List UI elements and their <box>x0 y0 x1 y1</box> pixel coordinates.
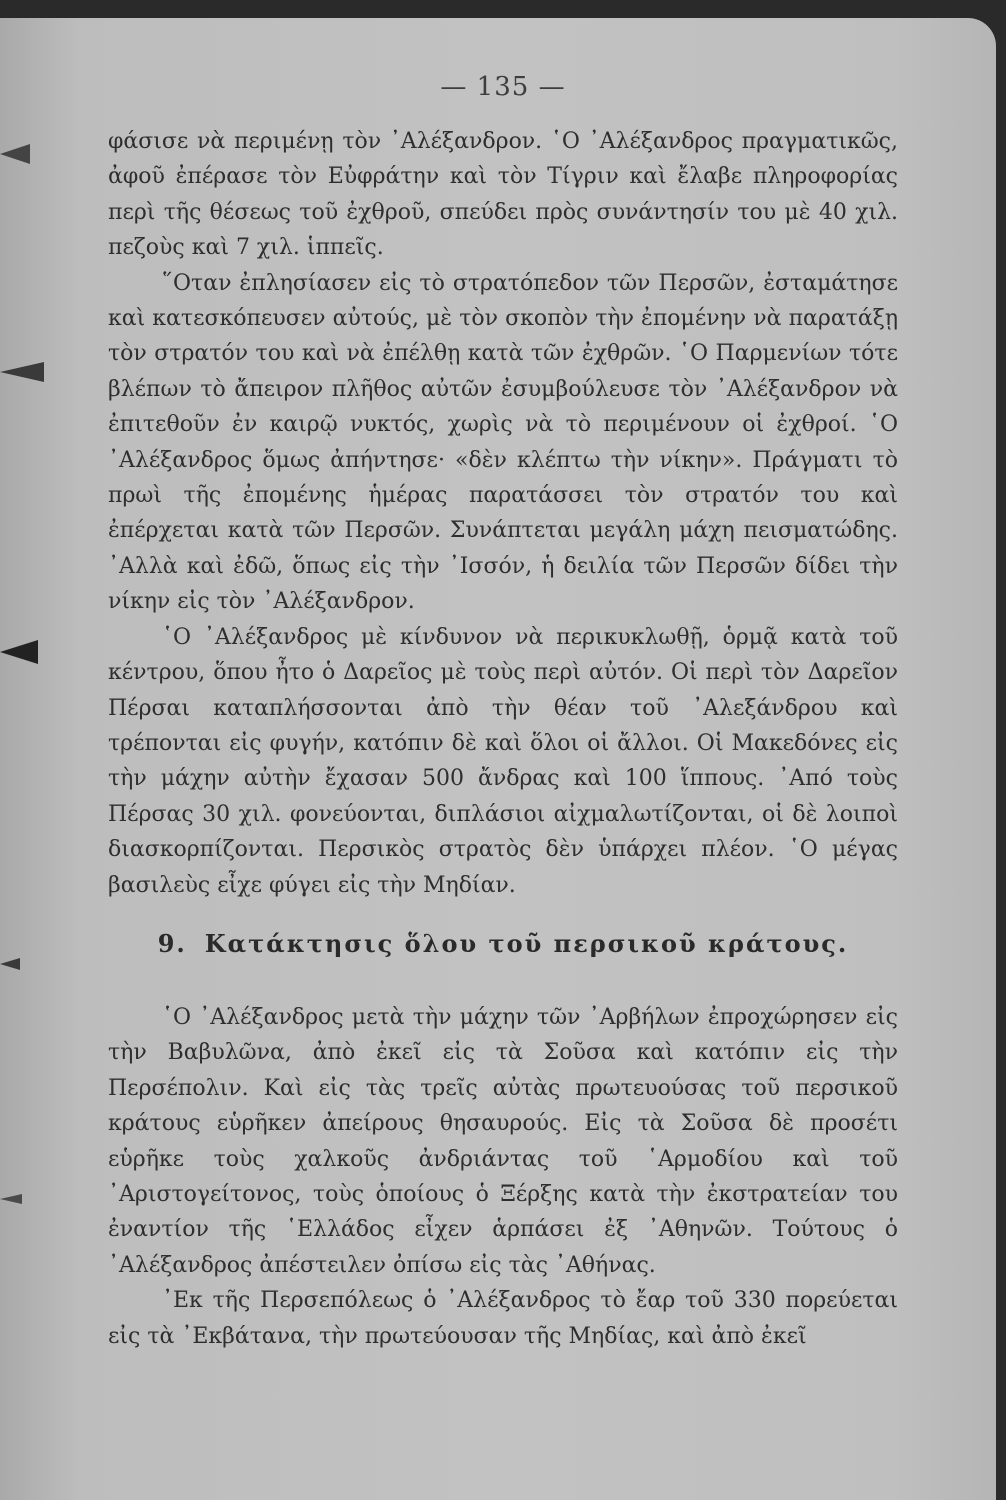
body-text-bottom <box>108 1000 898 1354</box>
binding-mark <box>0 958 20 970</box>
binding-mark <box>0 1194 22 1204</box>
section-heading <box>0 929 1006 958</box>
paragraph: ᾿Εκ τῆς Περσεπόλεως ὁ ᾿Αλέξανδρος τὸ ἔαρ τοῦ 330 πορεύεται εἰς τὰ ᾿Εκβάτανα, τὴν πρωτεύουσαν τῆς Μηδίας, καὶ ἀπὸ ἐκεῖ <box>108 1288 898 1349</box>
paragraph: ῾Ο ᾿Αλέξανδρος μὲ κίνδυνον νὰ περικυκλωθῇ, ὁρμᾷ κατὰ τοῦ κέντρου, ὅπου ἦτο ὁ Δαρεῖος μὲ τοὺς περὶ αὐτόν. Οἱ περὶ τὸν Δαρεῖον Πέρσαι καταπλήσσονται ἀπὸ τὴν θέαν τοῦ ᾿Αλεξάνδρου καὶ τρέπονται εἰς φυγήν, κατόπιν δὲ καὶ ὅλοι οἱ ἄλλοι. Οἱ Μακεδόνες εἰς τὴν μάχην αὐτὴν ἔχασαν 500 ἄνδρας καὶ 100 ἵππους. ᾿Από τοὺς Πέρσας 30 χιλ. φονεύονται, διπλάσιοι αἰχμαλωτίζονται, οἱ δὲ λοιποὶ διασκορπίζονται. Περσικὸς στρατὸς δὲν ὑπάρχει πλέον. ῾Ο μέγας βασιλεὺς εἶχε φύγει εἰς τὴν Μηδίαν. <box>108 624 898 898</box>
binding-mark <box>0 362 44 382</box>
paragraph: ῾Ο ᾿Αλέξανδρος μετὰ τὴν μάχην τῶν ᾿Αρβήλων ἐπροχώρησεν εἰς τὴν Βαβυλῶνα, ἀπὸ ἐκεῖ εἰς τὰ Σοῦσα καὶ κατόπιν εἰς τὴν Περσέπολιν. Καὶ εἰς τὰς τρεῖς αὐτὰς πρωτευούσας τοῦ περσικοῦ κράτους εὑρῆκεν ἀπείρους θησαυρούς. Εἰς τὰ Σοῦσα δὲ προσέτι εὑρῆκε τοὺς χαλκοῦς ἀνδριάντας τοῦ ῾Αρμοδίου καὶ τοῦ ᾿Αριστογείτονος, τοὺς ὁποίους ὁ Ξέρξης κατὰ τὴν ἐκστρατείαν του ἐναντίον τῆς ῾Ελλάδος εἶχεν ἁρπάσει ἐξ ᾿Αθηνῶν. Τούτους ὁ ᾿Αλέξανδρος ἀπέστειλεν ὀπίσω εἰς τὰς ᾿Αθήνας. <box>108 1005 898 1278</box>
paragraph: φάσισε νὰ περιμένῃ τὸν ᾿Αλέξανδρον. ῾Ο ᾿Αλέξανδρος πραγματικῶς, ἀφοῦ ἐπέρασε τὸν Εὐφράτην καὶ τὸν Τίγριν καὶ ἔλαβε πληροφορίας περὶ τῆς θέσεως τοῦ ἐχθροῦ, σπεύδει πρὸς συνάντησίν του μὲ 40 χιλ. πεζοὺς καὶ 7 χιλ. ἱππεῖς. <box>108 129 898 261</box>
page-number: — 135 — <box>440 72 566 102</box>
binding-mark <box>0 144 30 164</box>
paragraph: ῞Οταν ἐπλησίασεν εἰς τὸ στρατόπεδον τῶν Περσῶν, ἐσταμάτησε καὶ κατεσκόπευσεν αὐτούς, μὲ τὸν σκοπὸν τὴν ἐπομένην νὰ παρατάξῃ τὸν στρατόν του καὶ νὰ ἐπέλθῃ κατὰ τῶν ἐχθρῶν. ῾Ο Παρμενίων τότε βλέπων τὸ ἄπειρον πλῆθος αὐτῶν ἐσυμβούλευσε τὸν ᾿Αλέξανδρον νὰ ἐπιτεθοῦν ἐν καιρῷ νυκτός, χωρὶς νὰ τὸ περιμένουν οἱ ἐχθροί. ῾Ο ᾿Αλέξανδρος ὅμως ἀπήντησε· «δὲν κλέπτω τὴν νίκην». Πράγματι τὸ πρωὶ τῆς ἐπομένης ἡμέρας παρατάσσει τὸν στρατόν του καὶ ἐπέρχεται κατὰ τῶν Περσῶν. Συνάπτεται μεγάλη μάχη πεισματώδης. ᾿Αλλὰ καὶ ἐδῶ, ὅπως εἰς τὴν ᾿Ισσόν, ἡ δειλία τῶν Περσῶν δίδει τὴν νίκην εἰς τὸν ᾿Αλέξανδρον. <box>108 270 898 615</box>
section-number: 9. <box>157 929 187 958</box>
binding-mark <box>0 640 38 664</box>
body-text-top <box>108 124 898 903</box>
section-title: Κατάκτησις ὅλου τοῦ περσικοῦ κράτους. <box>204 929 849 958</box>
